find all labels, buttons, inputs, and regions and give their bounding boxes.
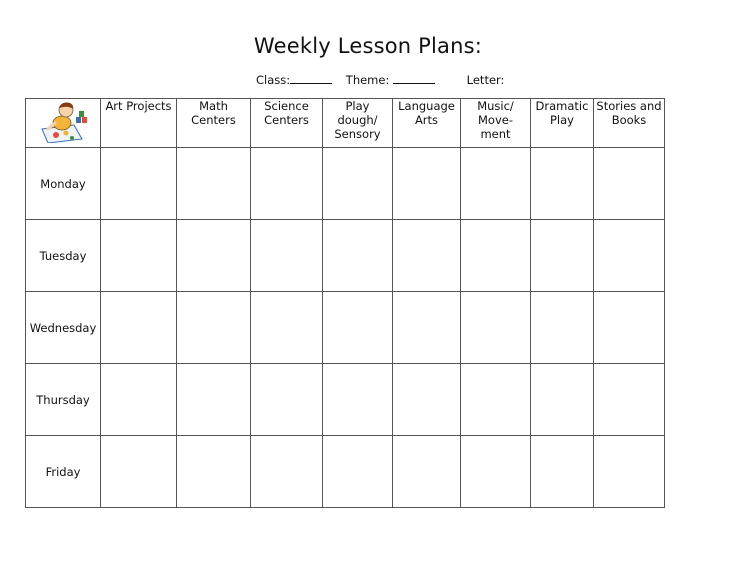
column-header-play-dough-sensory	[323, 99, 393, 148]
plan-cell[interactable]	[461, 148, 531, 220]
row-tuesday	[26, 220, 665, 292]
plan-cell[interactable]	[101, 436, 177, 508]
plan-cell[interactable]	[177, 148, 251, 220]
subheader-fields	[256, 73, 504, 87]
column-header-math-centers	[177, 99, 251, 148]
column-header-art-projects	[101, 99, 177, 148]
day-label: Friday	[26, 436, 101, 508]
row-friday	[26, 436, 665, 508]
plan-cell[interactable]	[323, 292, 393, 364]
plan-cell[interactable]	[393, 148, 461, 220]
row-thursday	[26, 364, 665, 436]
column-header-line: Dramatic	[535, 99, 589, 113]
plan-cell[interactable]	[101, 364, 177, 436]
column-header-music-movement	[461, 99, 531, 148]
theme-blank-field[interactable]	[393, 73, 435, 84]
theme-label: Theme:	[345, 73, 390, 87]
plan-cell[interactable]	[461, 436, 531, 508]
plan-cell[interactable]	[323, 220, 393, 292]
column-header-line: Sensory	[334, 127, 381, 141]
column-header-line: Play	[345, 99, 370, 113]
column-header-line: Language	[398, 99, 455, 113]
class-label: Class:	[256, 73, 291, 87]
column-header-line: Books	[611, 113, 647, 127]
column-header-line: dough/	[337, 113, 378, 127]
plan-cell[interactable]	[393, 364, 461, 436]
column-header-line: Centers	[264, 113, 309, 127]
letter-label: Letter:	[466, 73, 505, 87]
plan-cell[interactable]	[251, 148, 323, 220]
plan-cell[interactable]	[251, 292, 323, 364]
plan-cell[interactable]	[177, 292, 251, 364]
plan-cell[interactable]	[251, 364, 323, 436]
plan-cell[interactable]	[594, 148, 665, 220]
column-header-science-centers	[251, 99, 323, 148]
column-header-line: Music/	[477, 99, 514, 113]
plan-cell[interactable]	[594, 364, 665, 436]
column-header-line: Math	[199, 99, 228, 113]
column-header-stories-and-books	[594, 99, 665, 148]
plan-cell[interactable]	[323, 148, 393, 220]
plan-cell[interactable]	[323, 436, 393, 508]
row-wednesday	[26, 292, 665, 364]
plan-cell[interactable]	[101, 148, 177, 220]
day-label: Thursday	[26, 364, 101, 436]
plan-cell[interactable]	[531, 364, 594, 436]
column-header-line: Science	[264, 99, 309, 113]
plan-cell[interactable]	[461, 364, 531, 436]
plan-cell[interactable]	[594, 220, 665, 292]
row-monday	[26, 148, 665, 220]
column-header-line: Centers	[191, 113, 236, 127]
lesson-plan-table	[25, 98, 665, 508]
plan-cell[interactable]	[531, 292, 594, 364]
plan-cell[interactable]	[177, 220, 251, 292]
plan-cell[interactable]	[101, 292, 177, 364]
header-row	[26, 99, 665, 148]
page-title: Weekly Lesson Plans:	[253, 34, 483, 58]
column-header-language-arts	[393, 99, 461, 148]
column-header-dramatic-play	[531, 99, 594, 148]
plan-cell[interactable]	[393, 292, 461, 364]
class-blank-field[interactable]	[290, 73, 332, 84]
plan-cell[interactable]	[177, 364, 251, 436]
plan-cell[interactable]	[177, 436, 251, 508]
plan-cell[interactable]	[323, 364, 393, 436]
plan-cell[interactable]	[594, 436, 665, 508]
corner-cell	[26, 99, 101, 148]
plan-cell[interactable]	[594, 292, 665, 364]
plan-cell[interactable]	[531, 220, 594, 292]
day-label: Wednesday	[26, 292, 101, 364]
plan-cell[interactable]	[393, 436, 461, 508]
plan-cell[interactable]	[461, 292, 531, 364]
plan-cell[interactable]	[531, 148, 594, 220]
column-header-line: Play	[550, 113, 574, 127]
plan-cell[interactable]	[251, 220, 323, 292]
column-header-line: Stories and	[596, 99, 662, 113]
day-label: Tuesday	[26, 220, 101, 292]
day-label: Monday	[26, 148, 101, 220]
plan-cell[interactable]	[531, 436, 594, 508]
plan-cell[interactable]	[461, 220, 531, 292]
column-header-line: Arts	[414, 113, 439, 127]
column-header-line: ment	[480, 127, 511, 141]
plan-cell[interactable]	[251, 436, 323, 508]
column-header-line: Art Projects	[105, 99, 172, 113]
child-painting-icon	[38, 99, 88, 143]
plan-cell[interactable]	[393, 220, 461, 292]
column-header-line: Move-	[478, 113, 513, 127]
plan-cell[interactable]	[101, 220, 177, 292]
